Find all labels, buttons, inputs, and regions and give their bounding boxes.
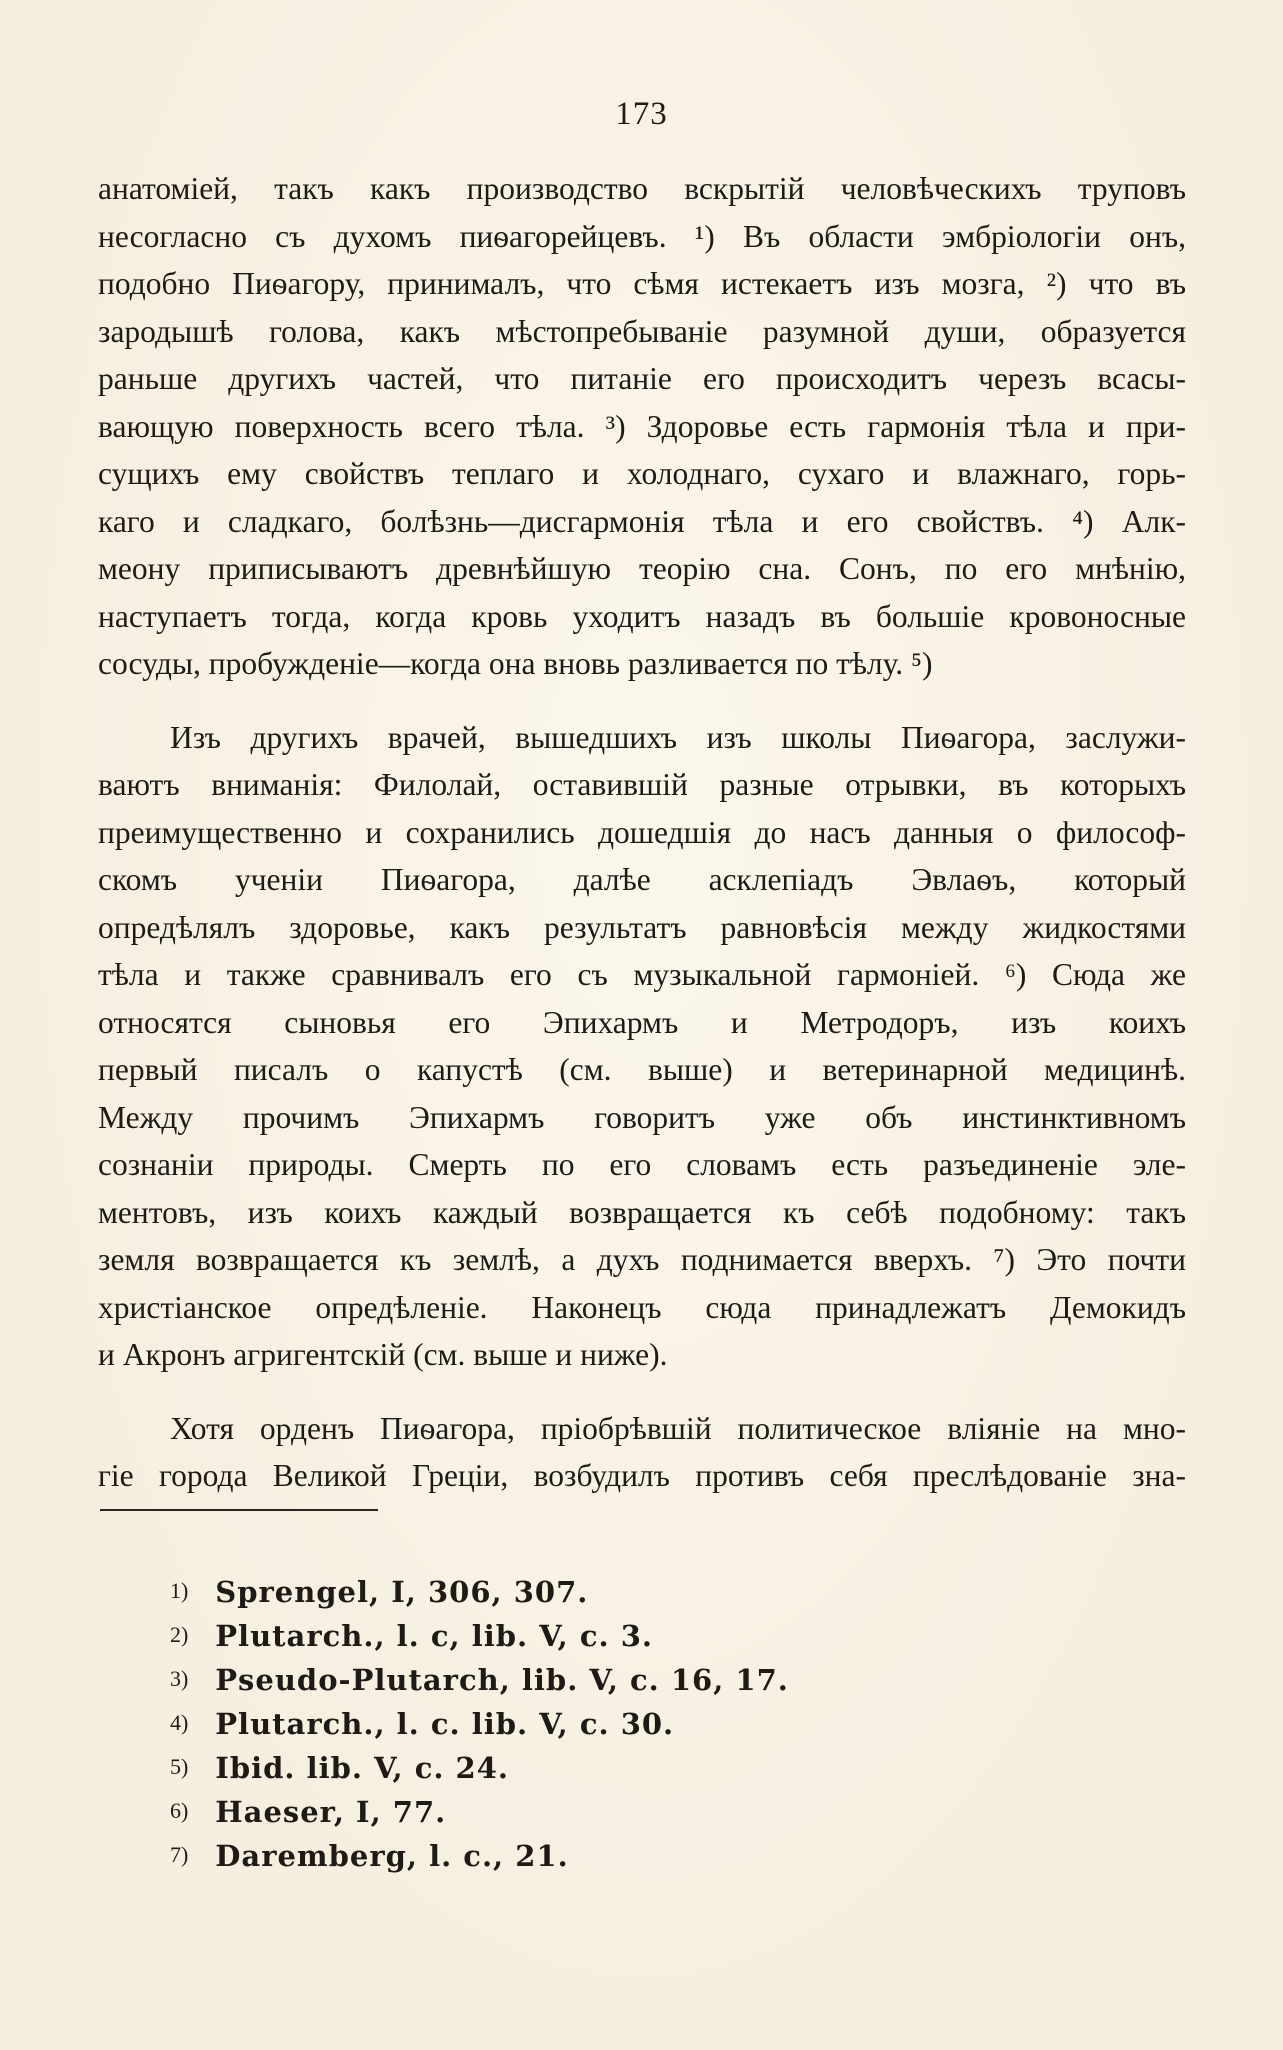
text-line: Хотя орденъ Пиѳагора, пріобрѣвшій политическое вліяніе на мно- (170, 1410, 1186, 1446)
text-line: опредѣлялъ здоровье, какъ результатъ равновѣсія между жидкостями (98, 909, 1186, 945)
text-line: скомъ ученіи Пиѳагора, далѣе асклепіадъ Эвлаѳъ, который (98, 862, 1186, 897)
footnote-mark: 2) (170, 1622, 189, 1647)
footnote (170, 1834, 870, 1878)
footnote (170, 1614, 870, 1658)
footnote (170, 1658, 870, 1702)
text-line: вающую поверхность всего тѣла. ³) Здоровье есть гармонія тѣла и при- (98, 408, 1186, 444)
footnote-text: Sprengel, I, 306, 307. (215, 1575, 589, 1609)
paragraph-1 (98, 165, 1186, 688)
footnote-divider (100, 1509, 378, 1511)
text-line: сознаніи природы. Смерть по его словамъ есть разъединеніе эле- (98, 1147, 1186, 1182)
footnote-text: Daremberg, l. c., 21. (215, 1839, 569, 1873)
footnotes (170, 1570, 870, 1878)
footnote-text: Haeser, I, 77. (215, 1795, 447, 1829)
text-line: несогласно съ духомъ пиѳагорейцевъ. ¹) Въ области эмбріологіи онъ, (98, 218, 1186, 254)
footnote-text: Ibid. lib. V, c. 24. (215, 1751, 510, 1785)
text-line: первый писалъ о капустѣ (см. выше) и ветеринарной медицинѣ. (98, 1052, 1186, 1087)
footnote-text: Plutarch., l. c, lib. V, c. 3. (215, 1619, 653, 1653)
footnote (170, 1570, 870, 1614)
main-text (98, 165, 1186, 1500)
paragraph-2 (98, 714, 1186, 1379)
text-line: относятся сыновья его Эпихармъ и Метродоръ, изъ коихъ (98, 1004, 1186, 1040)
text-line: ментовъ, изъ коихъ каждый возвращается къ себѣ подобному: такъ (98, 1194, 1186, 1230)
footnote-mark: 5) (170, 1754, 189, 1779)
footnote (170, 1790, 870, 1834)
text-line: наступаетъ тогда, когда кровь уходитъ назадъ въ большіе кровоносные (98, 598, 1186, 634)
footnote-text: Plutarch., l. c. lib. V, c. 30. (215, 1707, 675, 1741)
footnote-mark: 7) (170, 1842, 189, 1867)
text-line: Изъ другихъ врачей, вышедшихъ изъ школы Пиѳагора, заслужи- (170, 719, 1186, 755)
text-line: подобно Пиѳагору, принималъ, что сѣмя истекаетъ изъ мозга, ²) что въ (98, 266, 1186, 301)
text-line: и Акронъ агригентскій (см. выше и ниже). (98, 1337, 668, 1372)
footnote-text: Pseudo-Plutarch, lib. V, c. 16, 17. (215, 1663, 789, 1697)
paragraph-3 (98, 1405, 1186, 1500)
text-line: преимущественно и сохранились дошедшія до насъ данныя о философ- (98, 814, 1186, 850)
footnote-mark: 4) (170, 1710, 189, 1735)
footnote (170, 1746, 870, 1790)
text-line: сущихъ ему свойствъ теплаго и холоднаго, сухаго и влажнаго, горь- (98, 456, 1186, 491)
text-line: меону приписываютъ древнѣйшую теорію сна. Сонъ, по его мнѣнію, (98, 551, 1186, 586)
text-line: раньше другихъ частей, что питаніе его происходитъ черезъ всасы- (98, 361, 1186, 396)
text-line: гіе города Великой Греціи, возбудилъ противъ себя преслѣдованіе зна- (98, 1458, 1186, 1493)
text-line: христіанское опредѣленіе. Наконецъ сюда принадлежатъ Демокидъ (98, 1289, 1186, 1325)
footnote-mark: 3) (170, 1666, 189, 1691)
text-line: земля возвращается къ землѣ, а духъ поднимается вверхъ. ⁷) Это почти (98, 1242, 1186, 1277)
text-line: тѣла и также сравнивалъ его съ музыкальной гармоніей. ⁶) Сюда же (98, 957, 1186, 992)
text-line: Между прочимъ Эпихармъ говоритъ уже объ инстинктивномъ (98, 1099, 1186, 1135)
footnote (170, 1702, 870, 1746)
text-line: каго и сладкаго, болѣзнь—дисгармонія тѣла и его свойствъ. ⁴) Алк- (98, 503, 1186, 539)
page-number: 173 (615, 96, 668, 132)
text-line: ваютъ вниманія: Филолай, оставившій разные отрывки, въ которыхъ (98, 767, 1186, 802)
text-line: зародышѣ голова, какъ мѣстопребываніе разумной души, образуется (98, 313, 1186, 349)
footnote-mark: 6) (170, 1798, 189, 1823)
text-line: анатоміей, такъ какъ производство вскрытій человѣческихъ труповъ (98, 171, 1186, 206)
text-line: сосуды, пробужденіе—когда она вновь разливается по тѣлу. ⁵) (98, 646, 933, 681)
footnote-mark: 1) (170, 1578, 189, 1603)
